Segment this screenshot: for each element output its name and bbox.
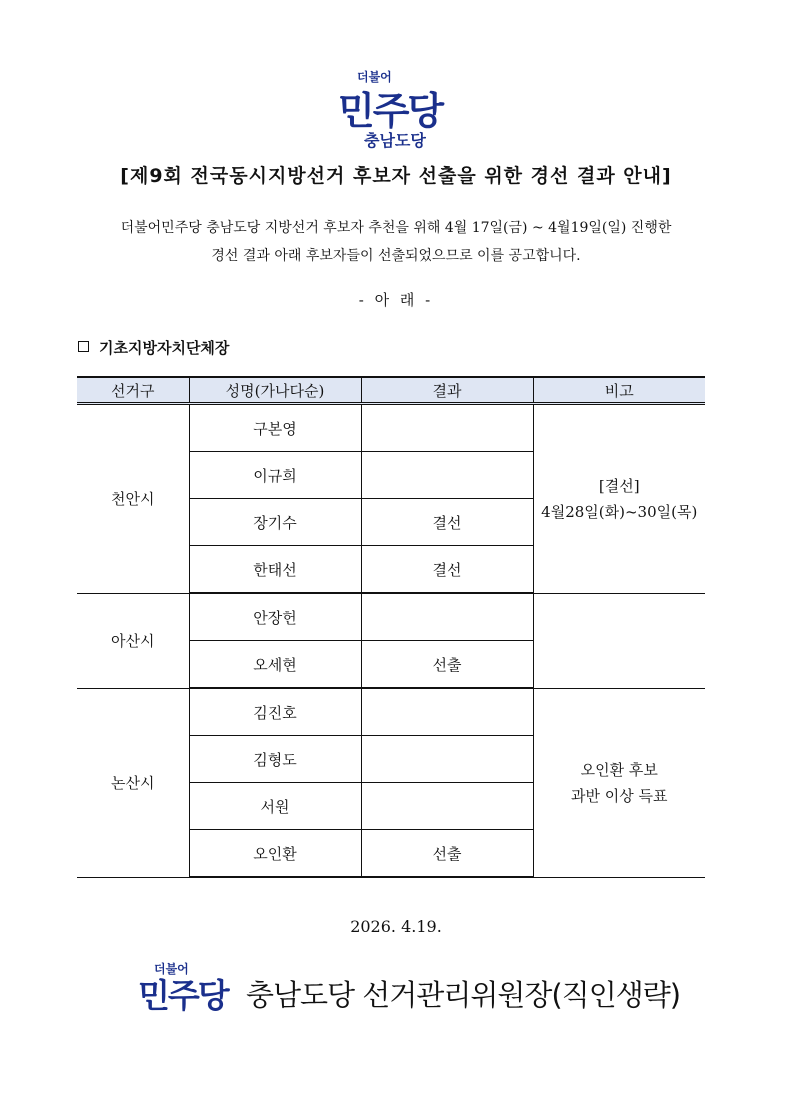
header-note: 비고 [533,377,705,404]
logo-small-text: 더불어 [357,70,392,84]
district-cell: 논산시 [77,688,189,877]
note-line: 과반 이상 득표 [571,786,668,805]
district-cell: 천안시 [77,404,189,594]
document-title: [제9회 전국동시지방선거 후보자 선출을 위한 경선 결과 안내] [120,165,672,187]
name-cell: 구본영 [189,404,361,452]
results-table [77,376,705,878]
checkbox-square-icon [78,341,89,352]
note-line: [결선] [598,476,640,495]
table-header-row [77,377,705,404]
section-heading [78,337,229,358]
header-result: 결과 [361,377,533,404]
result-cell [361,736,533,783]
logo-sub-text: 충남도당 [364,131,426,150]
note-cell [533,593,705,688]
name-cell: 김진호 [189,688,361,736]
signature-text: 충남도당 선거관리위원장(직인생략) [246,978,681,1012]
name-cell: 오인환 [189,830,361,878]
name-cell: 한태선 [189,546,361,594]
note-cell [533,404,705,594]
name-cell: 안장헌 [189,593,361,641]
name-cell: 오세현 [189,641,361,689]
note-cell [533,688,705,877]
name-cell: 김형도 [189,736,361,783]
arae-heading: - 아 래 - [358,291,434,309]
table-row [77,404,705,452]
note-line: 4월28일(화)~30일(목) [541,502,698,521]
table-row [77,688,705,736]
intro-paragraph [0,214,792,270]
table-row [77,593,705,641]
logo-main-text: 민주당 [338,89,443,133]
signature-logo-small: 더불어 [154,962,189,976]
signature-logo-main: 민주당 [138,976,228,1015]
signature-block [138,960,698,1020]
result-cell [361,688,533,736]
document-date: 2026. 4.19. [350,917,442,936]
result-cell: 선출 [361,641,533,689]
party-logo [0,58,792,153]
intro-line-1: 더불어민주당 충남도당 지방선거 후보자 추천을 위해 4월 17일(금) ~ 4월19일(일) 진행한 [120,220,672,236]
header-name: 성명(가나다순) [189,377,361,404]
name-cell: 서원 [189,783,361,830]
section-title: 기초지방자치단체장 [99,339,230,357]
note-line: 오인환 후보 [580,760,658,779]
name-cell: 장기수 [189,499,361,546]
result-cell [361,783,533,830]
intro-line-2: 경선 결과 아래 후보자들이 선출되었으므로 이를 공고합니다. [211,248,581,264]
result-cell: 선출 [361,830,533,878]
result-cell [361,404,533,452]
header-district: 선거구 [77,377,189,404]
result-cell: 결선 [361,499,533,546]
result-cell [361,593,533,641]
result-cell: 결선 [361,546,533,594]
name-cell: 이규희 [189,452,361,499]
result-cell [361,452,533,499]
district-cell: 아산시 [77,593,189,688]
